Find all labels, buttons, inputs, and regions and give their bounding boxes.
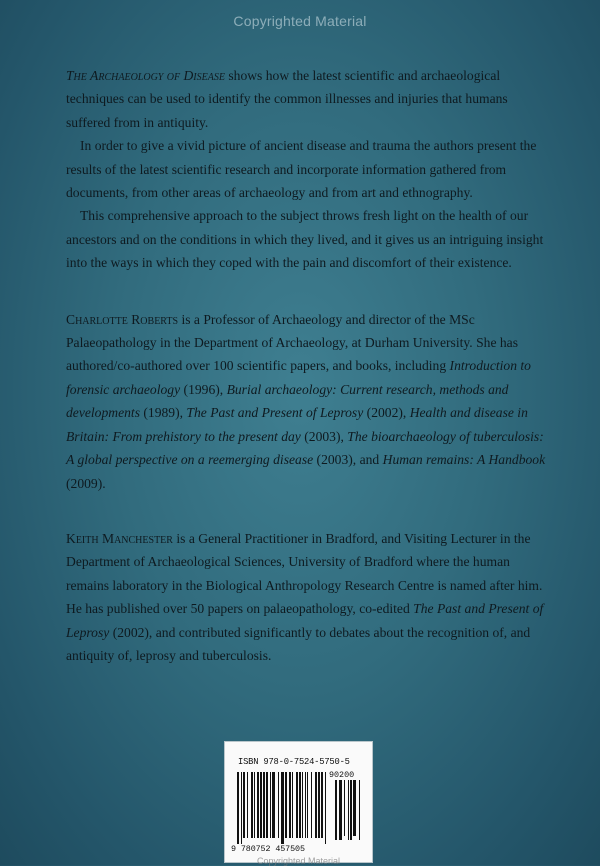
bio-text: (2009). (66, 475, 106, 491)
book-ref: Introduction to forensic archaeology (66, 358, 531, 397)
author-name-manchester: Keith Manchester (66, 530, 173, 546)
barcode-bar (311, 772, 312, 838)
blurb-paragraph-1-text: shows how the latest scientific and archaeological techniques can be used to identify the common illnesses and injuries that humans suffered from in antiquity. (66, 68, 508, 130)
price-code: 90200 (329, 770, 355, 780)
bottom-watermark: Copyrighted Material (256, 856, 341, 866)
blurb-paragraph-1 (66, 64, 554, 134)
barcode-bar (305, 772, 306, 838)
book-ref: The Past and Present of Leprosy (186, 405, 364, 421)
book-title: The Archaeology of Disease (66, 68, 225, 83)
barcode-bar (302, 772, 303, 838)
barcode-bar (359, 780, 360, 840)
bio-text: (1989), (139, 405, 187, 421)
bio-text: is a General Practitioner in Bradford, and Visiting Lecturer in the Department of Archaeological Sciences, University of Bradford where the human remains laboratory in the Biological Anthropology Research Centre is named after him. He has published over 50 papers on palaeopathology, co-edited (66, 530, 543, 617)
barcode-bar (325, 772, 326, 844)
barcode-bar (272, 772, 275, 838)
ean-barcode-icon (237, 772, 329, 844)
barcode-bar (263, 772, 265, 838)
barcode-bar (281, 772, 284, 844)
bio-text: (2003), (300, 428, 348, 444)
author-name-roberts: Charlotte Roberts (66, 311, 179, 327)
barcode-bar (292, 772, 293, 838)
barcode-bar (257, 772, 259, 838)
barcode-bar (353, 780, 356, 836)
author-bio-roberts (66, 308, 554, 495)
bio-text: (2002), and contributed significantly to debates about the recognition of, and antiquity of, leprosy and tuberculosis. (66, 624, 531, 663)
isbn-text: ISBN 978-0-7524-5750-5 (238, 757, 350, 767)
bio-text: (2002), (363, 405, 410, 421)
barcode-bar (270, 772, 271, 838)
barcode-bar (307, 772, 308, 838)
barcode-bar (299, 772, 301, 838)
barcode-bar (348, 780, 349, 840)
book-ref: The bioarchaeology of tuberculosis: A global perspective on a reemerging disease (66, 428, 544, 468)
barcode-bar (266, 772, 268, 838)
copyright-watermark: Copyrighted Material (233, 13, 367, 29)
bio-text: is a Professor of Archaeology and director of the MSc Palaeopathology in the Department of Archaeology, at Durham University. She has authored/co-authored over 100 scientific papers, and books, including (66, 311, 518, 374)
bio-text: (2003), and (313, 452, 383, 468)
barcode-bar (296, 772, 298, 838)
book-ref: Burial archaeology: Current research, methods and developments (66, 381, 509, 421)
barcode-bar (241, 772, 242, 844)
author-bio-manchester (66, 527, 554, 667)
barcode-bar (247, 772, 248, 838)
barcode-bar (243, 772, 245, 838)
blurb-paragraph-3: This comprehensive approach to the subject throws fresh light on the health of our ancestors and on the conditions in which they lived, and it gives us an intriguing insight into the ways in which they coped with the pain and discomfort of their existence. (66, 208, 544, 271)
book-ref: Health and disease in Britain: From prehistory to the present day (66, 405, 528, 444)
barcode-bar (289, 772, 291, 838)
barcode-bar (318, 772, 320, 838)
barcode-bar (335, 780, 337, 840)
bio-text: (1996), (180, 381, 227, 397)
barcode-bar (254, 772, 255, 838)
barcode-bar (339, 780, 342, 840)
ean-digits: 9 780752 457505 (231, 844, 305, 854)
price-barcode-icon (335, 780, 363, 844)
blurb-paragraph-2: In order to give a vivid picture of ancient disease and trauma the authors present the results of the latest scientific research and incorporate information gathered from documents, from other areas of archaeology and from art and ethnography. (66, 138, 537, 201)
barcode-bar (260, 772, 262, 838)
barcode-bar (350, 780, 352, 840)
barcode-label (225, 742, 372, 862)
back-cover-text (66, 64, 554, 667)
barcode-bar (321, 772, 323, 838)
barcode-bar (237, 772, 239, 844)
barcode-bar (278, 772, 279, 838)
barcode-bar (251, 772, 253, 838)
barcode-bar (344, 780, 345, 836)
barcode-bar (315, 772, 317, 838)
book-ref: The Past and Present of Leprosy (66, 601, 544, 640)
barcode-bar (285, 772, 287, 838)
book-ref: Human remains: A Handbook (382, 452, 546, 468)
